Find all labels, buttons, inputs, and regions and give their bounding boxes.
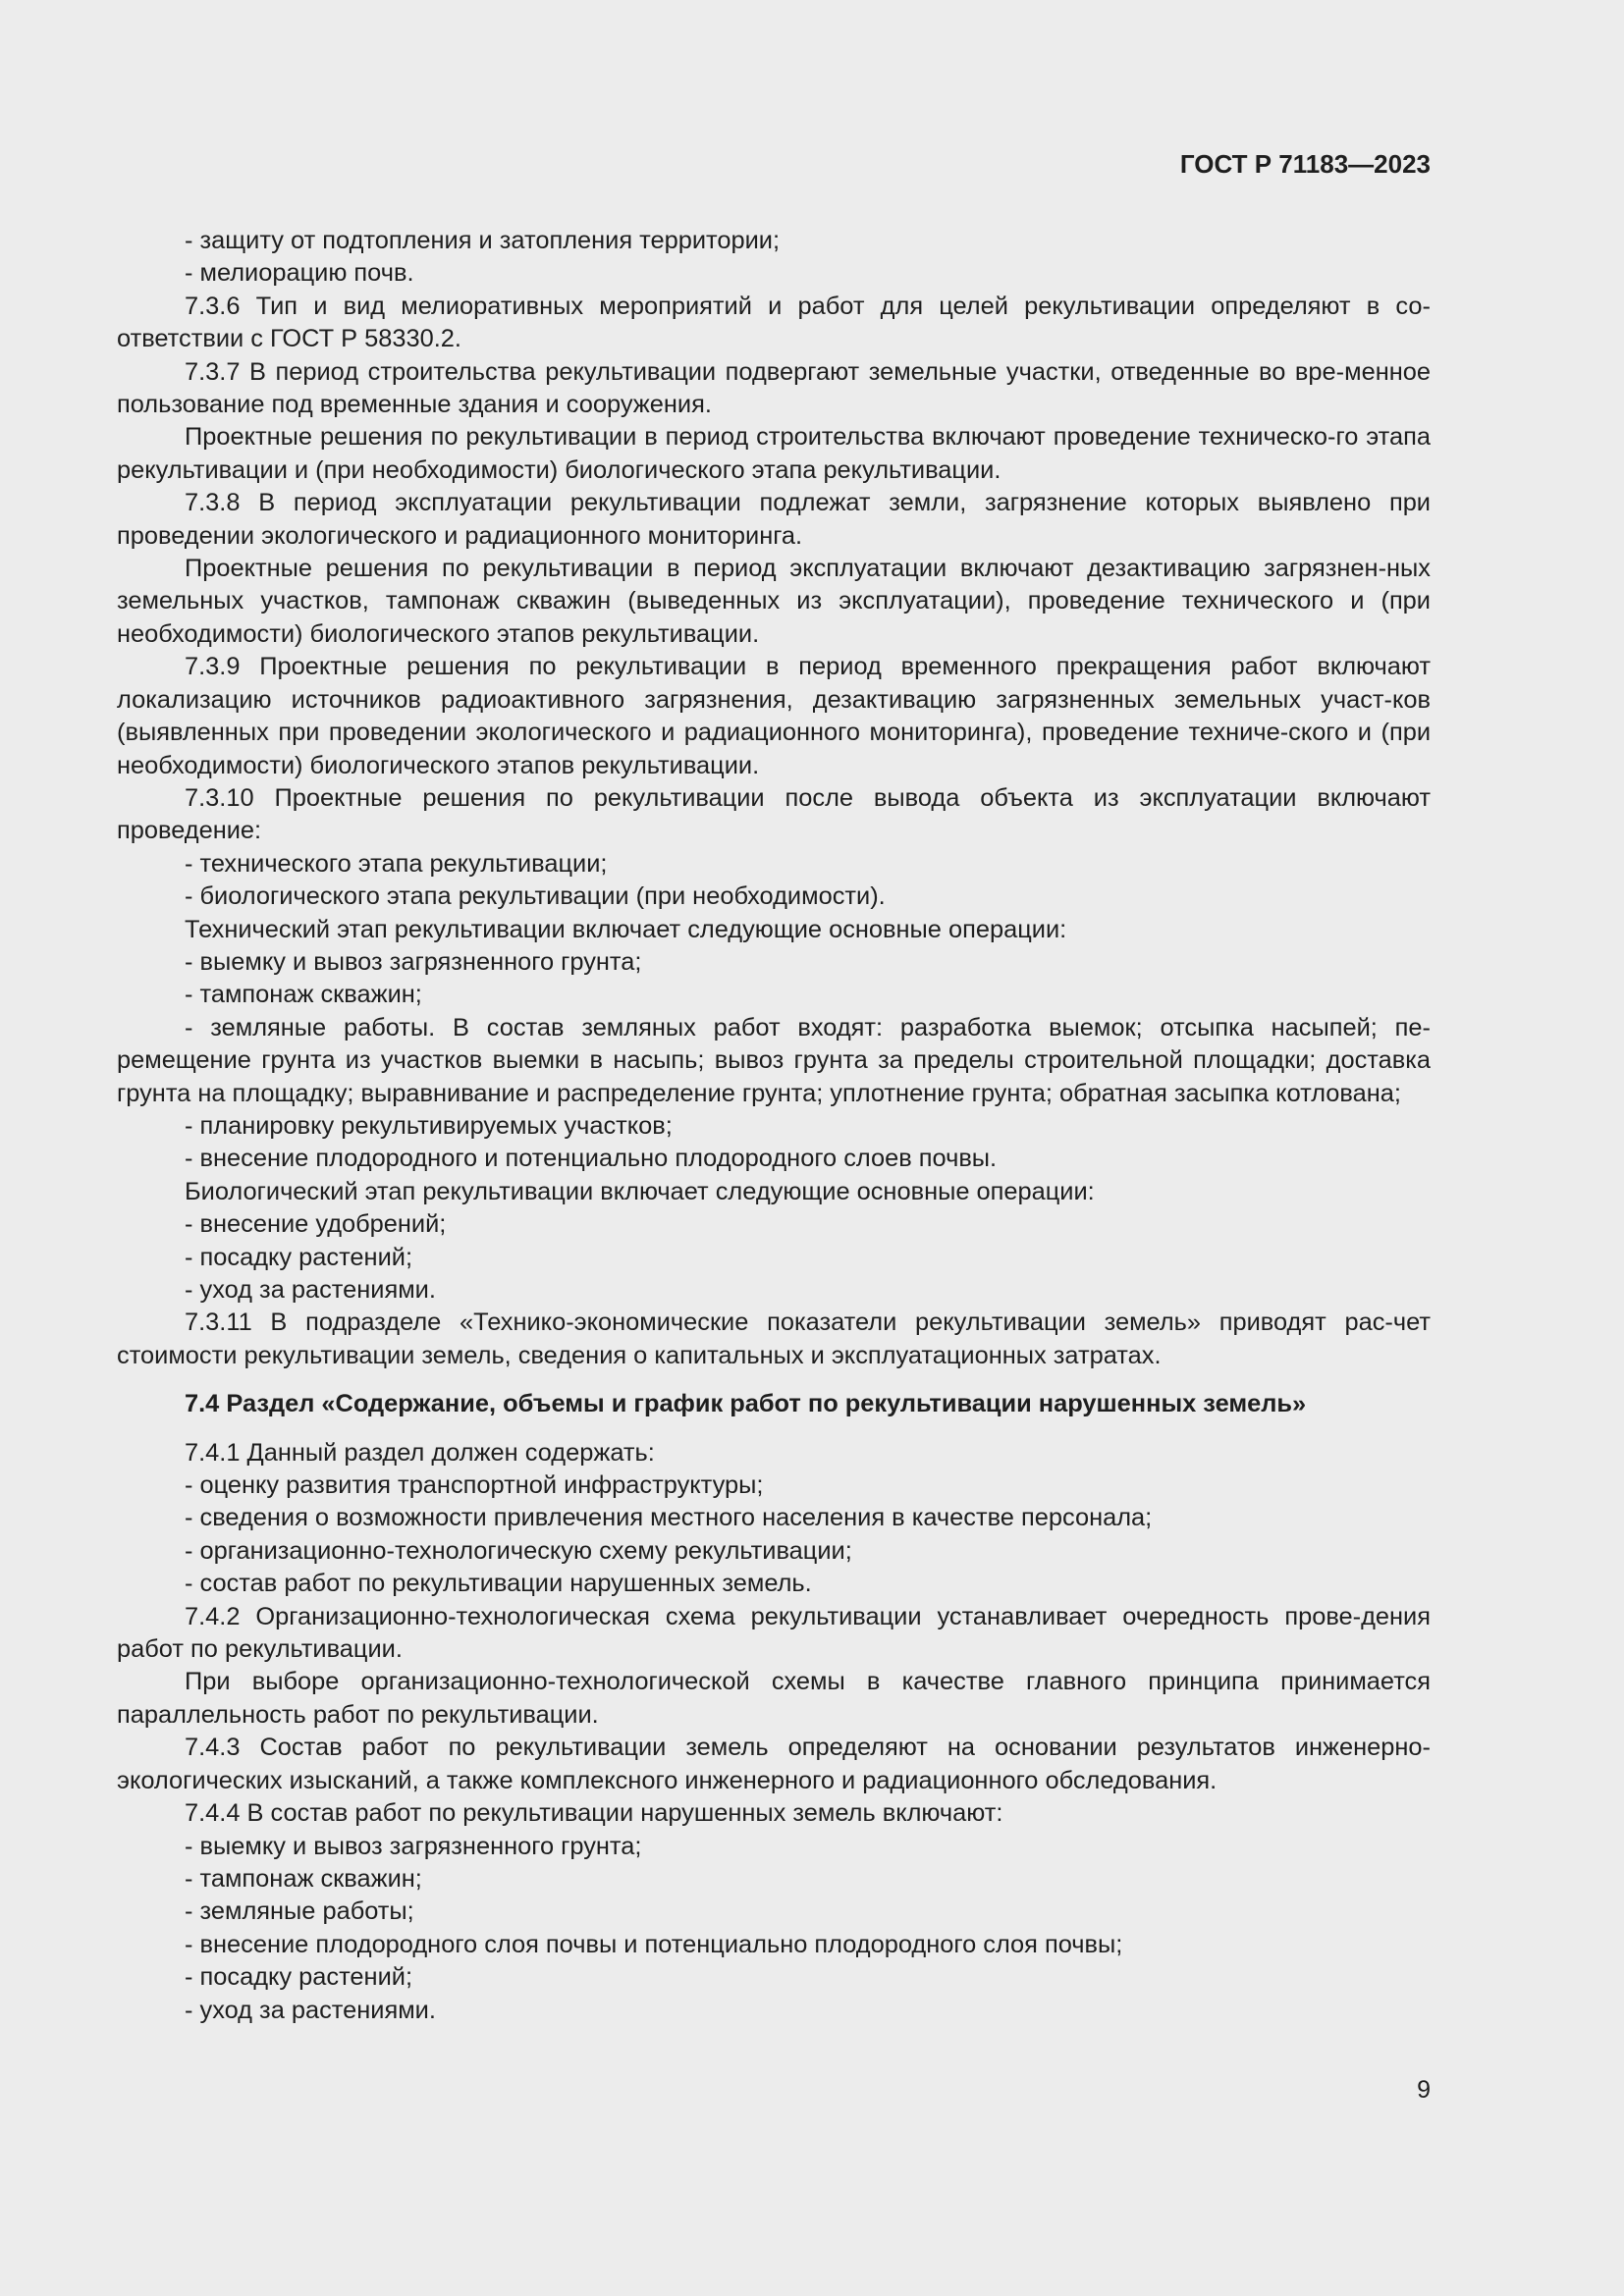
paragraph: Технический этап рекультивации включает следующие основные операции: [185, 915, 1067, 943]
list-item: - организационно-технологическую схему рекультивации; [185, 1536, 852, 1565]
list-item: - внесение плодородного и потенциально плодородного слоев почвы. [185, 1145, 998, 1173]
paragraph: 7.4.1 Данный раздел должен содержать: [185, 1438, 655, 1467]
list-item: - посадку растений; [185, 1963, 412, 1992]
list-item: - уход за растениями. [185, 1996, 436, 2024]
list-item: - внесение плодородного слоя почвы и потенциально плодородного слоя почвы; [185, 1930, 1123, 1958]
list-item: - выемку и вывоз загрязненного грунта; [185, 1832, 642, 1860]
page-number: 9 [1417, 2076, 1431, 2104]
paragraph: 7.4.3 Состав работ по рекультивации земель определяют на основании результатов инженерно-экологических изысканий, а также комплексного инженерного и радиационного обследования. [117, 1734, 1431, 1794]
paragraph: 7.3.10 Проектные решения по рекультивации после вывода объекта из эксплуатации включают проведение: [117, 783, 1431, 845]
paragraph: 7.4.2 Организационно-технологическая схема рекультивации устанавливает очередность прове-дения работ по рекультивации. [117, 1602, 1431, 1664]
list-item: - оценку развития транспортной инфраструктуры; [185, 1471, 764, 1500]
document-code-header: ГОСТ Р 71183—2023 [1179, 149, 1431, 179]
list-item: - тампонаж скважин; [185, 1864, 422, 1893]
list-item: - защиту от подтопления и затопления территории; [185, 227, 781, 254]
paragraph: 7.3.11 В подразделе «Технико-экономические показатели рекультивации земель» приводят рас-чет стоимости рекультивации земель, сведения о капитальных и эксплуатационных затратах. [117, 1308, 1431, 1369]
list-item: - сведения о возможности привлечения местного населения в качестве персонала; [185, 1504, 1153, 1532]
paragraph: 7.3.7 В период строительства рекультивации подвергают земельные участки, отведенные во вре-менное пользование под временные здания и сооружения. [117, 357, 1431, 419]
section-heading: 7.4 Раздел «Содержание, объемы и график работ по рекультивации нарушенных земель» [185, 1390, 1307, 1418]
list-item: - биологического этапа рекультивации (при необходимости). [185, 882, 886, 911]
paragraph: 7.3.6 Тип и вид мелиоративных мероприятий и работ для целей рекультивации определяют в со-ответствии с ГОСТ Р 58330.2. [117, 292, 1431, 353]
paragraph: 7.4.4 В состав работ по рекультивации нарушенных земель включают: [185, 1799, 1003, 1828]
paragraph: Проектные решения по рекультивации в период эксплуатации включают дезактивацию загрязнен-ных земельных участков, тампонаж скважин (выведенных из эксплуатации), проведение технического и (при необходимости) биологического этапов рекультивации. [117, 555, 1431, 648]
list-item: - тампонаж скважин; [185, 981, 422, 1009]
paragraph: 7.3.9 Проектные решения по рекультивации в период временного прекращения работ включают локализацию источников радиоактивного загрязнения, дезактивацию загрязненных земельных участ-ков (выявленных при проведении экологического и радиационного мониторинга), проведение техниче-ского и (при необходимости) биологического этапов рекультивации. [117, 653, 1431, 779]
list-item: - выемку и вывоз загрязненного грунта; [185, 947, 642, 976]
paragraph: При выборе организационно-технологической схемы в качестве главного принципа принимается параллельность работ по рекультивации. [117, 1668, 1431, 1729]
list-item: - земляные работы; [185, 1897, 414, 1926]
list-item: - посадку растений; [185, 1243, 412, 1271]
list-item: - планировку рекультивируемых участков; [185, 1111, 673, 1140]
paragraph: Проектные решения по рекультивации в период строительства включают проведение техническо-го этапа рекультивации и (при необходимости) биологического этапа рекультивации. [117, 423, 1431, 484]
list-item: - уход за растениями. [185, 1276, 436, 1304]
list-item: - внесение удобрений; [185, 1210, 447, 1239]
paragraph: - земляные работы. В состав земляных работ входят: разработка выемок; отсыпка насыпей; пе-ремещение грунта из участков выемки в насыпь; вывоз грунта за пределы строительной площадки; доставка грунта на площадку; выравнивание и распределение грунта; уплотнение грунта; обратная засыпка котлована; [117, 1013, 1431, 1107]
document-body [117, 225, 1431, 2027]
list-item: - мелиорацию почв. [185, 259, 414, 288]
list-item: - технического этапа рекультивации; [185, 849, 608, 878]
list-item: - состав работ по рекультивации нарушенных земель. [185, 1570, 812, 1598]
paragraph: 7.3.8 В период эксплуатации рекультивации подлежат земли, загрязнение которых выявлено при проведении экологического и радиационного мониторинга. [117, 489, 1431, 550]
paragraph: Биологический этап рекультивации включает следующие основные операции: [185, 1177, 1095, 1205]
